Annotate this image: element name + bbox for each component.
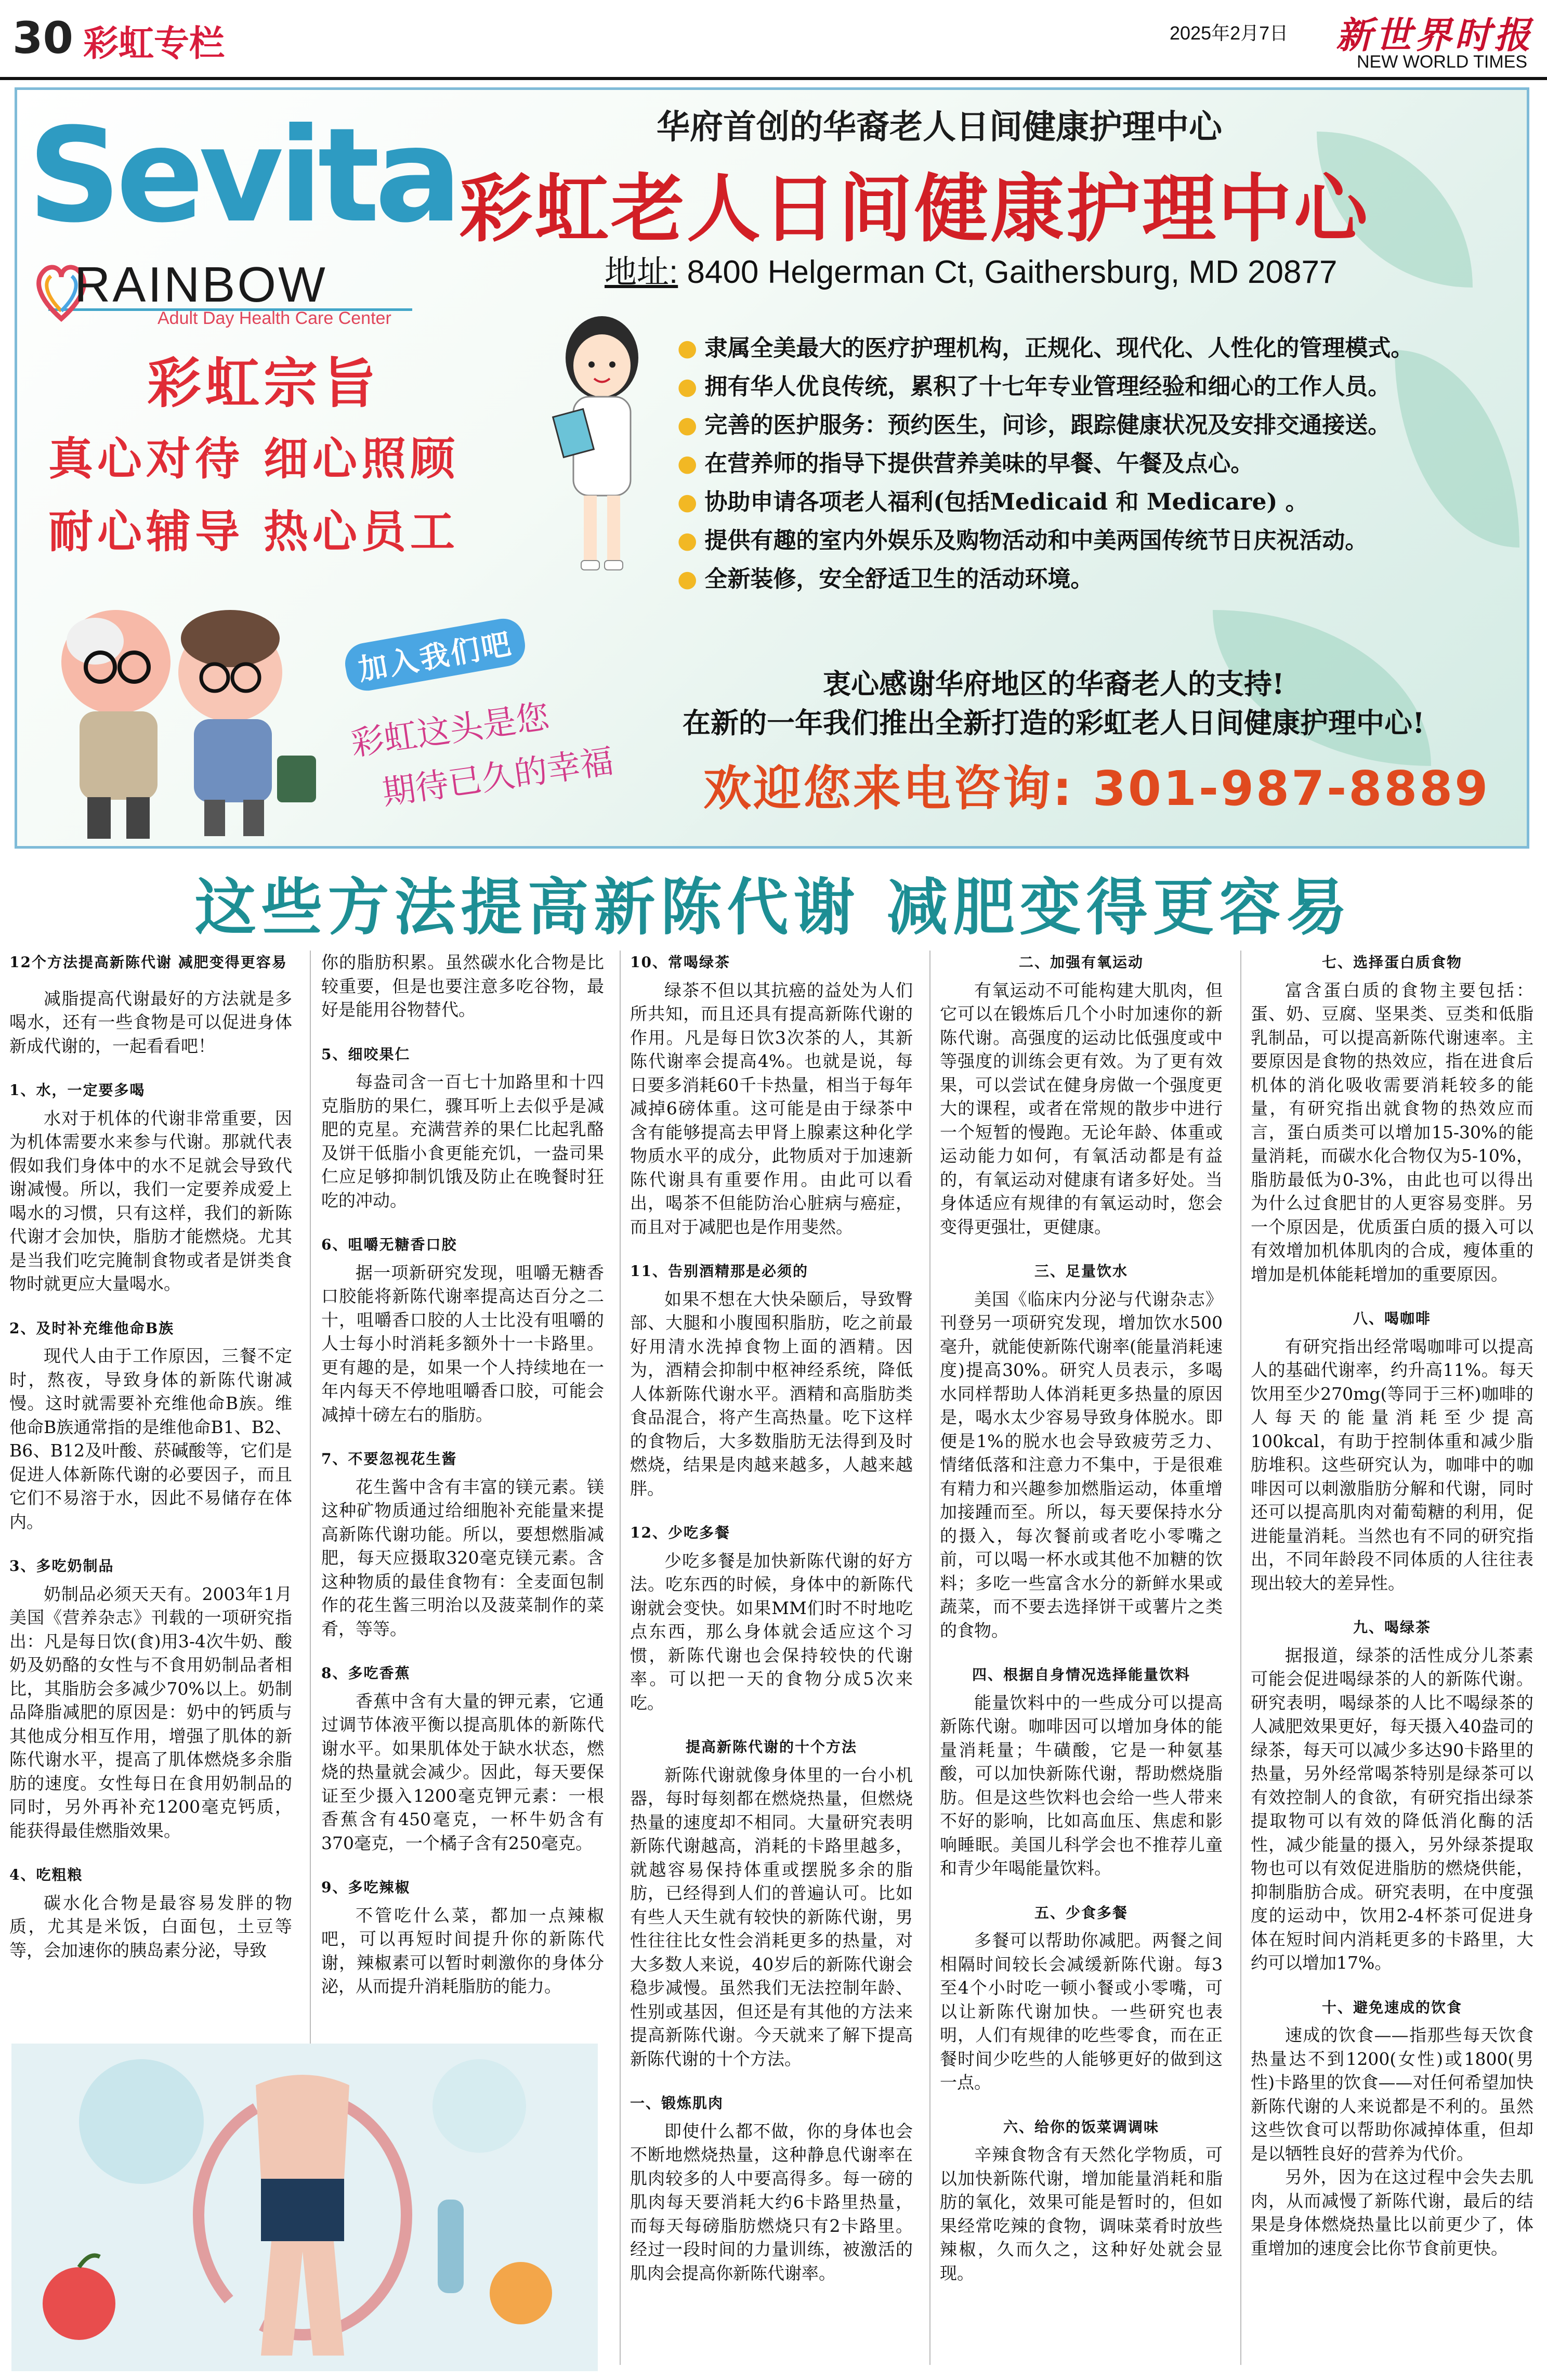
paragraph: 据报道，绿茶的活性成分儿茶素可能会促进喝绿茶的人的新陈代谢。研究表明，喝绿茶的人比不喝绿茶的人减肥效果更好，每天摄入40盎司的绿茶，每天可以减少多达90卡路里的热量，另外经常喝茶特别是绿茶可以有效控制人的食欲，有研究指出绿茶提取物可以有效的降低消化酶的活性，减少能量的摄入，另外绿茶提取物也可以有效促进脂肪的燃烧供能，抑制脂肪合成。研究表明，在中度强度的运动中，饮用2-4杯茶可促进身体在短时间内消耗更多的卡路里，大约可以增加17%。 — [1251, 1645, 1533, 1973]
address-label: 地址: — [605, 254, 678, 290]
subheading: 4、吃粗粮 — [9, 1866, 83, 1883]
feature-item: ● 提供有趣的室内外娱乐及购物活动和中美两国传统节日庆祝活动。 — [677, 527, 1368, 554]
subheading: 10、常喝绿茶 — [630, 954, 730, 971]
article-headline: 这些方法提高新陈代谢 减肥变得更容易 — [194, 872, 1353, 943]
address-text: 8400 Helgerman Ct, Gaithersburg, MD 20877 — [687, 254, 1338, 290]
paragraph: 水对于机体的代谢非常重要，因为机体需要水来参与代谢。那就代表假如我们身体中的水不足就会导致代谢减慢。所以，我们一定要养成爱上喝水的习惯，只有这样，我们的新陈代谢才会加快，脂肪才能燃烧。尤其是当我们吃完腌制食物或者是饼类食物时就更应大量喝水。 — [9, 1108, 292, 1294]
lightbulb-icon: ● — [677, 566, 698, 592]
column-rule — [620, 951, 621, 2365]
lightbulb-icon: ● — [677, 450, 698, 477]
service-feature-list — [677, 329, 1509, 599]
article-column-5 — [1251, 951, 1533, 2260]
lightbulb-icon: ● — [677, 527, 698, 554]
subheading: 1、水，一定要多喝 — [9, 1082, 146, 1099]
paragraph: 碳水化合物是最容易发胖的物质，尤其是米饭，白面包，土豆等等，会加速你的胰岛素分泌，导致 — [9, 1892, 292, 1960]
lightbulb-icon: ● — [677, 489, 698, 515]
section-title: 彩虹专栏 — [83, 23, 225, 64]
subheading: 三、足量饮水 — [1034, 1263, 1128, 1280]
subheading: 五、少食多餐 — [1034, 1904, 1128, 1921]
paragraph: 辛辣食物含有天然化学物质，可以加快新陈代谢，增加能量消耗和脂肪的氧化，效果可能是暂时的，但如果经常吃辣的食物，调味菜肴时放些辣椒，久而久之，这种好处就会显现。 — [940, 2144, 1223, 2283]
paragraph: 速成的饮食——指那些每天饮食热量达不到1200(女性)或1800(男性)卡路里的饮食——对任何希望加快新陈代谢的人来说都是不利的。虽然这些饮食可以帮助你减掉体重，但却是以牺牲良好的营养为代价。 — [1251, 2025, 1533, 2164]
ad-title: 彩虹老人日间健康护理中心 — [459, 166, 1370, 252]
mission-title: 彩虹宗旨 — [147, 351, 381, 415]
subheading: 一、锻炼肌肉 — [630, 2095, 724, 2112]
paragraph: 美国《临床内分泌与代谢杂志》刊登另一项研究发现，增加饮水500毫升，就能使新陈代谢率(能量消耗速度)提高30%。研究人员表示，多喝水同样帮助人体消耗更多热量的原因是，喝水太少容易导致身体脱水。即便是1%的脱水也会导致疲劳乏力、情绪低落和注意力不集中，于是很难有精力和兴趣参加燃脂运动，体重增加接踵而至。所以，每天要保持水分的摄入，每次餐前或者吃小零嘴之前，可以喝一杯水或其他不加糖的饮料；多吃一些富含水分的新鲜水果或蔬菜，而不要去选择饼干或薯片之类的食物。 — [940, 1289, 1223, 1641]
subheading: 5、细咬果仁 — [321, 1045, 411, 1063]
paragraph: 能量饮料中的一些成分可以提高新陈代谢。咖啡因可以增加身体的能量消耗量；牛磺酸，它是一种氨基酸，可以加快新陈代谢，帮助燃烧脂肪。但是这些饮料也会给一些人带来不好的影响，比如高血压、焦虑和影响睡眠。美国儿科学会也不推荐儿童和青少年喝能量饮料。 — [940, 1692, 1223, 1878]
paragraph: 即使什么都不做，你的身体也会不断地燃烧热量，这种静息代谢率在肌肉较多的人中要高得多。每一磅的肌肉每天要消耗大约6卡路里热量，而每天每磅脂肪燃烧只有2卡路里。经过一段时间的力量训练，被激活的肌肉会提高你新陈代谢率。 — [630, 2121, 913, 2283]
feature-item: ● 隶属全美最大的医疗护理机构，正规化、现代化、人性化的管理模式。 — [677, 335, 1414, 361]
paper-name-cn: 新世界时报 — [1336, 14, 1533, 57]
feature-item: ● 在营养师的指导下提供营养美味的早餐、午餐及点心。 — [677, 450, 1254, 477]
feature-item: ● 完善的医护服务：预约医生，问诊，跟踪健康状况及安排交通接送。 — [677, 412, 1391, 438]
lightbulb-icon: ● — [677, 412, 698, 438]
logo-subtitle: Adult Day Health Care Center — [158, 308, 391, 328]
paragraph: 有氧运动不可能构建大肌肉，但它可以在锻炼后几个小时加速你的新陈代谢。高强度的运动比低强度或中等强度的训练会更有效。为了更有效果，可以尝试在健身房做一个强度更大的课程，或者在常规的散步中进行一个短暂的慢跑。无论年龄、体重或运动能力如何，有氧活动都是有益的，有氧运动对健康有诸多好处。当身体适应有规律的有氧运动时，您会变得更强壮，更健康。 — [940, 980, 1223, 1237]
masthead — [0, 0, 1547, 83]
metabolism-illustration-graphic — [11, 2044, 598, 2371]
paragraph: 香蕉中含有大量的钾元素，它通过调节体液平衡以提高肌体的新陈代谢水平。如果肌体处于缺水状态，燃烧的热量就会减少。因此，每天要保证至少摄入1200毫克钾元素：一根香蕉含有450毫克，一杯牛奶含有370毫克，一个橘子含有250毫克。 — [321, 1690, 604, 1853]
intro-title: 12个方法提高新陈代谢 减肥变得更容易 — [9, 954, 287, 971]
subheading: 8、多吃香蕉 — [321, 1664, 411, 1682]
lightbulb-icon: ● — [677, 373, 698, 400]
subheading: 八、喝咖啡 — [1353, 1310, 1431, 1327]
subheading: 12、少吃多餐 — [630, 1524, 730, 1541]
subheading: 提高新陈代谢的十个方法 — [685, 1738, 857, 1755]
issue-date: 2025年2月7日 — [1170, 22, 1289, 44]
page-number: 30 — [12, 12, 73, 63]
subheading: 二、加强有氧运动 — [1018, 954, 1144, 971]
paragraph: 新陈代谢就像身体里的一台小机器，每时每刻都在燃烧热量，但燃烧热量的速度却不相同。大量研究表明新陈代谢越高，消耗的卡路里越多，就越容易保持体重或摆脱多余的脂肪，已经得到人们的普遍认可。比如有些人天生就有较快的新陈代谢，男性往往比女性会消耗更多的热量，对大多数人来说，40岁后的新陈代谢会稳步减慢。虽然我们无法控制年龄、性别或基因，但还是有其他的方法来提高新陈代谢。今天就来了解下提高新陈代谢的十个方法。 — [630, 1764, 913, 2069]
thanks-line: 衷心感谢华府地区的华裔老人的支持! — [823, 667, 1284, 700]
happiness-slogan: 彩虹这头是您 — [348, 697, 552, 764]
join-us-badge: 加入我们吧 — [342, 615, 529, 694]
paragraph: 绿茶不但以其抗癌的益处为人们所共知，而且还具有提高新陈代谢的作用。凡是每日饮3次茶的人，其新陈代谢率会提高4%。也就是说，每日要多消耗60千卡热量，相当于每年减掉6磅体重。这可能是由于绿茶中含有能够提高去甲肾上腺素这种化学物质水平的成分，此物质对于加速新陈代谢具有重要作用。由此可以看出，喝茶不但能防治心脏病与癌症，而且对于减肥也是作用斐然。 — [630, 980, 913, 1237]
phone-line: 欢迎您来电咨询: 301-987-8889 — [703, 761, 1490, 816]
subheading: 四、根据自身情况选择能量饮料 — [972, 1666, 1190, 1683]
feature-item: ● 全新装修，安全舒适卫生的活动环境。 — [677, 566, 1094, 592]
subheading: 七、选择蛋白质食物 — [1321, 954, 1462, 971]
subheading: 2、及时补充维他命B族 — [9, 1319, 175, 1337]
subheading: 6、咀嚼无糖香口胶 — [321, 1236, 457, 1253]
feature-item: ● 拥有华人优良传统，累积了十七年专业管理经验和细心的工作人员。 — [677, 373, 1391, 400]
article-column-2 — [321, 951, 604, 1998]
paragraph: 另外，因为在这过程中会失去肌肉，从而减慢了新陈代谢，最后的结果是身体燃烧热量比以前更少了，体重增加的速度会比你节食前更快。 — [1251, 2167, 1533, 2258]
mission-line: 耐心辅导 热心员工 — [48, 505, 459, 558]
paragraph: 每盎司含一百七十加路里和十四克脂肪的果仁，骤耳听上去似乎是减肥的克星。充满营养的果仁比起乳酪及饼干低脂小食更能充饥，一盎司果仁应足够抑制饥饿及防止在晚餐时狂吃的冲动。 — [321, 1072, 604, 1211]
sevita-logo: Sevita — [28, 100, 457, 251]
metabolism-illustration — [11, 2044, 598, 2371]
subheading: 六、给你的饭菜调调味 — [1003, 2118, 1159, 2136]
column-rule — [1240, 951, 1241, 2365]
paragraph: 少吃多餐是加快新陈代谢的好方法。吃东西的时候，身体中的新陈代谢就会变快。如果MM们时不时地吃点东西，那么身体就会适应这个习惯，新陈代谢也会保持较快的代谢率。可以把一天的食物分成5次来吃。 — [630, 1550, 913, 1713]
article-column-4 — [940, 951, 1223, 2285]
paragraph: 富含蛋白质的食物主要包括：蛋、奶、豆腐、坚果类、豆类和低脂乳制品，可以提高新陈代谢速率。主要原因是食物的热效应，指在进食后机体的消化吸收需要消耗较多的能量，有研究指出就食物的热效应而言，蛋白质类可以增加15-30%的能量消耗，而碳水化合物仅为5-10%，脂肪最低为0-3%，由此也可以得出为什么过食肥甘的人更容易变胖。另一个原因是，优质蛋白质的摄入可以有效增加机体肌肉的合成，瘦体重的增加是机体能耗增加的重要原因。 — [1251, 980, 1533, 1284]
paragraph: 奶制品必须天天有。2003年1月美国《营养杂志》刊载的一项研究指出：凡是每日饮(食)用3-4次牛奶、酸奶及奶酪的女性与不食用奶制品者相比，其脂肪会多减少70%以上。奶制品降脂减肥的原因是：奶中的钙质与其他成分相互作用，增强了肌体的新陈代谢水平，提高了肌体燃烧多余脂肪的速度。女性每日在食用奶制品的同时，另外再补充1200毫克钙质，能获得最佳燃脂效果。 — [9, 1583, 292, 1841]
paragraph: 花生酱中含有丰富的镁元素。镁这种矿物质通过给细胞补充能量来提高新陈代谢功能。所以，要想燃脂减肥，每天应摄取320毫克镁元素。含这种物质的最佳食物有：全麦面包制作的花生酱三明治以及菠菜制作的菜肴，等等。 — [321, 1476, 604, 1639]
masthead-rule — [0, 77, 1547, 80]
mission-line: 真心对待 细心照顾 — [48, 433, 459, 485]
ad-kicker: 华府首创的华裔老人日间健康护理中心 — [657, 108, 1222, 147]
paragraph: 如果不想在大快朵颐后，导致臀部、大腿和小腹囤积脂肪，吃之前最好用清水洗掉食物上面的酒精。因为，酒精会抑制中枢神经系统，降低人体新陈代谢水平。酒精和高脂肪类食品混合，将产生高热量。吃下这样的食物后，大多数脂肪无法得到及时燃烧，结果是肉越来越多，人越来越胖。 — [630, 1289, 913, 1499]
paragraph: 有研究指出经常喝咖啡可以提高人的基础代谢率，约升高11%。每天饮用至少270mg(等同于三杯)咖啡的人每天的能量消耗至少提高100kcal，有助于控制体重和减少脂肪堆积。这些研究认为，咖啡中的咖啡因可以刺激脂肪分解和代谢，同时还可以提高肌肉对葡萄糖的利用，促进能量消耗。当然也有不同的研究指出，不同年龄段不同体质的人往往表现出较大的差异性。 — [1251, 1336, 1533, 1593]
rainbow-center-advertisement — [15, 87, 1529, 849]
paragraph: 你的脂肪积累。虽然碳水化合物是比较重要，但是也要注意多吃谷物，最好是能用谷物替代。 — [321, 952, 604, 1020]
rainbow-logo-text: RAINBOW — [74, 257, 327, 313]
happiness-slogan: 期待已久的幸福 — [379, 742, 616, 813]
subheading: 九、喝绿茶 — [1353, 1619, 1431, 1636]
subheading: 7、不要忽视花生酱 — [321, 1450, 457, 1467]
thanks-line: 在新的一年我们推出全新打造的彩虹老人日间健康护理中心! — [683, 706, 1425, 739]
subheading: 9、多吃辣椒 — [321, 1879, 411, 1896]
subheading: 十、避免速成的饮食 — [1321, 1998, 1462, 2016]
column-rule — [929, 951, 930, 2365]
ad-address — [605, 246, 1337, 292]
feature-item: ● 协助申请各项老人福利(包括Medicaid 和 Medicare) 。 — [677, 489, 1308, 515]
paragraph: 多餐可以帮助你减肥。两餐之间相隔时间较长会减缓新陈代谢。每3至4个小时吃一顿小餐或小零嘴，可以让新陈代谢加快。一些研究也表明，人们有规律的吃些零食，而在正餐时间少吃些的人能够更好的做到这一点。 — [940, 1930, 1223, 2092]
nurse-illustration — [537, 308, 667, 574]
lightbulb-icon: ● — [677, 335, 698, 361]
paper-name-en: NEW WORLD TIMES — [1357, 52, 1528, 72]
elderly-couple-illustration — [38, 600, 329, 844]
paragraph: 不管吃什么菜，都加一点辣椒吧，可以再短时间提升你的新陈代谢，辣椒素可以暂时刺激你的身体分泌，从而提升消耗脂肪的能力。 — [321, 1905, 604, 1996]
paragraph: 减脂提高代谢最好的方法就是多喝水，还有一些食物是可以促进身体新成代谢的，一起看看吧！ — [9, 988, 292, 1056]
paragraph: 据一项新研究发现，咀嚼无糖香口胶能将新陈代谢率提高达百分之二十，咀嚼香口胶的人士比没有咀嚼的人士每小时消耗多额外十一卡路里。更有趣的是，如果一个人持续地在一年内每天不停地咀嚼香口胶，可能会减掉十磅左右的脂肪。 — [321, 1262, 604, 1425]
article-column-3 — [630, 951, 913, 2285]
article-column-1 — [9, 951, 292, 1962]
paragraph: 现代人由于工作原因，三餐不定时，熬夜，导致身体的新陈代谢减慢。这时就需要补充维他命B族。维他命B族通常指的是维他命B1、B2、B6、B12及叶酸、菸碱酸等，它们是促进人体新陈代谢的必要因子，而且它们不易溶于水，因此不易储存在体内。 — [9, 1346, 292, 1532]
subheading: 11、告别酒精那是必须的 — [630, 1263, 808, 1280]
subheading: 3、多吃奶制品 — [9, 1557, 114, 1575]
